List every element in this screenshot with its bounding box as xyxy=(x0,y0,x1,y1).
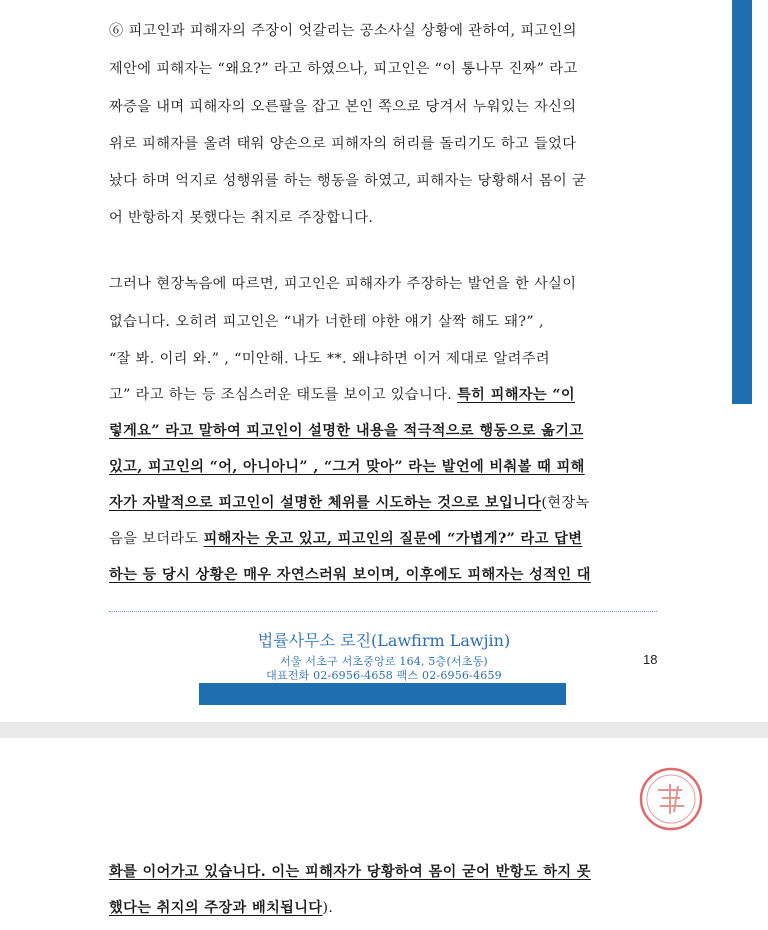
text-line: 어 반항하지 못했다는 취지로 주장합니다. xyxy=(109,210,374,226)
footer-divider xyxy=(109,611,657,612)
text-span: 음을 보더라도 xyxy=(109,531,204,547)
text-line: “잘 봐. 이리 와.” , “미안해. 나도 **. 왜냐하면 이거 제대로 알려주려 xyxy=(109,351,550,367)
footer-address: 서울 서초구 서초중앙로 164, 5층(서초동) xyxy=(280,655,488,668)
text-span: ). xyxy=(322,900,334,916)
underlined-emphasis: 렇게요” 라고 말하여 피고인이 설명한 내용을 적극적으로 행동으로 옮기고 xyxy=(109,423,584,439)
page-number: 18 xyxy=(643,652,658,667)
text-line: 놨다 하며 억지로 성행위를 하는 행동을 하였고, 피해자는 당황해서 몸이 굳 xyxy=(109,173,587,189)
footer-accent-bar xyxy=(199,683,566,705)
text-line xyxy=(109,457,585,477)
text-span: (현장녹 xyxy=(541,495,590,511)
underlined-emphasis: 하는 등 당시 상황은 매우 자연스러워 보이며, 이후에도 피해자는 성적인 대 xyxy=(109,567,591,583)
red-seal-stamp-icon xyxy=(632,760,710,838)
underlined-emphasis: 화를 이어가고 있습니다. 이는 피해자가 당황하여 몸이 굳어 반항도 하지 못 xyxy=(109,864,591,880)
text-span: 고” 라고 하는 등 조심스러운 태도를 보이고 있습니다. xyxy=(109,387,458,403)
text-line: 없습니다. 오히려 피고인은 “내가 너한테 야한 얘기 살짝 해도 돼?” , xyxy=(109,314,544,330)
text-line: 짜증을 내며 피해자의 오른팔을 잡고 본인 쪽으로 당겨서 누워있는 자신의 xyxy=(109,99,577,115)
text-line xyxy=(109,862,591,882)
underlined-emphasis: 특히 피해자는 “이 xyxy=(457,387,576,403)
text-line xyxy=(109,565,591,585)
underlined-emphasis: 피해자는 웃고 있고, 피고인의 질문에 “가볍게?” 라고 답변 xyxy=(203,531,583,547)
text-line xyxy=(109,529,582,549)
underlined-emphasis: 있고, 피고인의 “어, 아니아니” , “그거 맞아” 라는 발언에 비춰볼 때 피해 xyxy=(109,459,585,475)
text-line: ⑥ 피고인과 피해자의 주장이 엇갈리는 공소사실 상황에 관하여, 피고인의 xyxy=(109,23,577,39)
text-line xyxy=(109,493,590,513)
underlined-emphasis: 자가 자발적으로 피고인이 설명한 체위를 시도하는 것으로 보입니다 xyxy=(109,495,542,511)
text-line xyxy=(109,385,575,405)
text-line xyxy=(109,898,333,918)
footer-phone: 대표전화 02-6956-4658 팩스 02-6956-4659 xyxy=(266,669,502,682)
text-line xyxy=(109,421,583,441)
text-line: 그러나 현장녹음에 따르면, 피고인은 피해자가 주장하는 발언을 한 사실이 xyxy=(109,276,577,292)
text-line: 제안에 피해자는 “왜요?” 라고 하였으나, 피고인은 “이 통나무 진짜” 라고 xyxy=(109,61,578,77)
text-line: 위로 피해자를 올려 태워 양손으로 피해자의 허리를 돌리기도 하고 들었다 xyxy=(109,136,577,152)
side-accent-bar xyxy=(732,0,752,404)
footer-firm-name: 법률사무소 로진(Lawfirm Lawjin) xyxy=(257,631,511,650)
underlined-emphasis: 했다는 취지의 주장과 배치됩니다 xyxy=(109,900,323,916)
